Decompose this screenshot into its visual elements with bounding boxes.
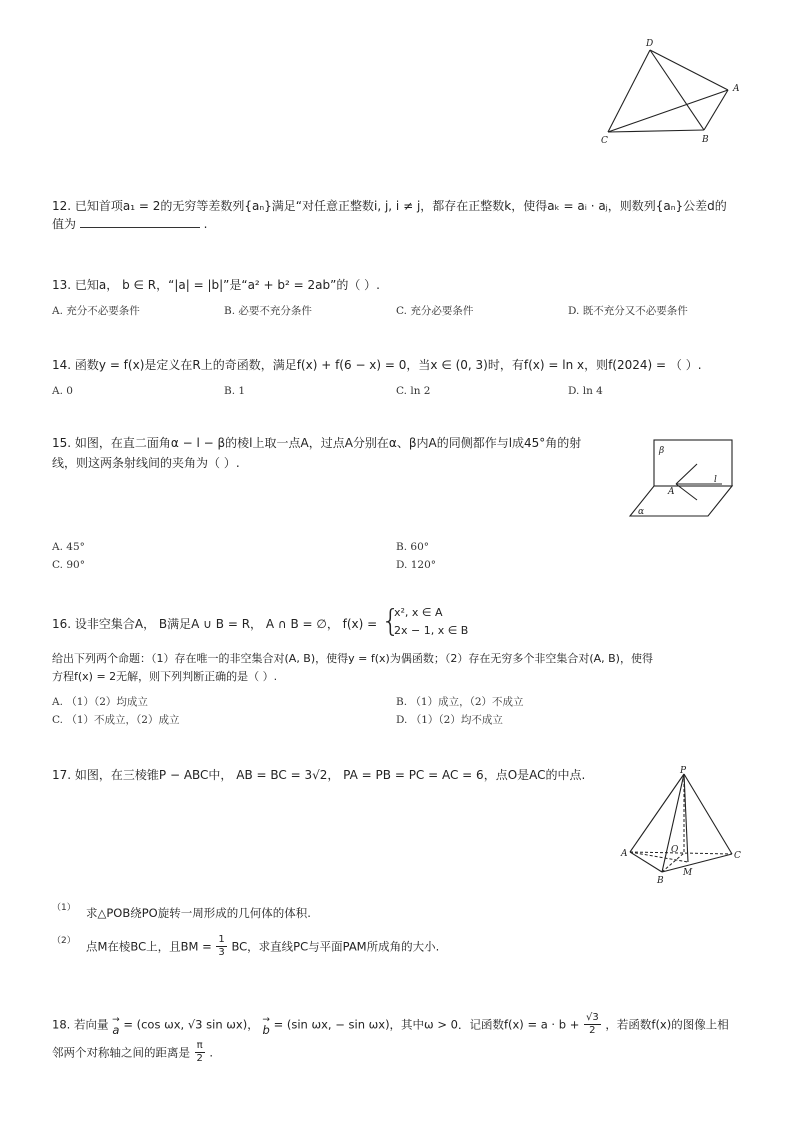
q18-line2 <box>52 1040 213 1065</box>
q12-line2 <box>52 215 208 233</box>
q14-option-c[interactable]: C. ln 2 <box>396 385 431 397</box>
fraction-denominator: 2 <box>196 1053 203 1064</box>
q12-line1: 12. 已知首项a₁ = 2的无穷等差数列{aₙ}满足“对任意正整数i, j, i ≠ j，都存在正整数k，使得aₖ = aᵢ · aⱼ，则数列{aₙ}公差d的 <box>52 199 727 213</box>
q15-option-b[interactable]: B. 60° <box>396 541 430 553</box>
q14-option-a[interactable]: A. 0 <box>52 385 73 397</box>
q14-stem: 14. 函数y = f(x)是定义在R上的奇函数，满足f(x) + f(6 − x) = 0，当x ∈ (0, 3)时，有f(x) = ln x，则f(2024) = （ ）. <box>52 358 702 372</box>
q18-line1-c: = (sin ωx, − sin ωx)，其中ω > 0．记函数f(x) = <box>273 1017 538 1032</box>
q18-line2-b: . <box>209 1045 213 1060</box>
q17-part1-number: （1） <box>52 903 76 913</box>
label-b: B <box>657 876 664 886</box>
label-d: D <box>646 39 654 49</box>
label-b: B <box>702 135 709 145</box>
q18-line1-b: = (cos ωx, √3 sin ωx)， <box>123 1017 259 1032</box>
label-p: P <box>680 766 687 776</box>
fraction-denominator: 3 <box>218 947 225 958</box>
q15-line1: 15. 如图，在直二面角α − l − β的棱l上取一点A，过点A分别在α、β内A的同侧都作与l成45°角的射 <box>52 436 582 450</box>
label-alpha: α <box>638 507 645 517</box>
tetrahedron-figure <box>596 34 746 150</box>
label-c: C <box>601 136 608 146</box>
q15-option-c[interactable]: C. 90° <box>52 559 85 571</box>
vector-arrow-icon: → <box>262 1014 270 1025</box>
q16-option-a[interactable]: A. （1）（2）均成立 <box>52 696 148 708</box>
fraction-numerator: √3 <box>586 1012 599 1023</box>
label-beta: β <box>659 446 665 456</box>
q17-part2-number: （2） <box>52 936 76 946</box>
label-m: M <box>683 868 693 878</box>
q13-option-a[interactable]: A. 充分不必要条件 <box>52 305 140 317</box>
q18-line1-a: 18. 若向量 <box>52 1017 109 1032</box>
label-l: l <box>714 475 717 485</box>
q13-option-c[interactable]: C. 充分必要条件 <box>396 305 474 317</box>
q18-line1-d: a · b + <box>540 1017 580 1032</box>
q16-option-d[interactable]: D. （1）（2）均不成立 <box>396 714 503 726</box>
fraction-sqrt3-over-2 <box>584 1012 601 1037</box>
q13-option-b[interactable]: B. 必要不充分条件 <box>224 305 312 317</box>
fraction-numerator: π <box>196 1040 203 1051</box>
vector-arrow-icon: → <box>112 1014 120 1025</box>
label-a: A <box>621 849 628 859</box>
q15-option-a[interactable]: A. 45° <box>52 541 85 553</box>
q18-line1-e: ，若函数f(x)的图像上相 <box>605 1017 729 1032</box>
q16-piecewise-brace: { <box>381 604 401 639</box>
q17-part2-a: 点M在棱BC上，且BM = <box>86 939 212 954</box>
dihedral-angle-figure <box>622 436 740 524</box>
vector-a: → a <box>112 1014 120 1037</box>
q12-line2-prefix: 值为 <box>52 217 77 231</box>
q12-line2-suffix: . <box>203 217 208 231</box>
label-a: A <box>668 487 675 497</box>
fraction-denominator: 2 <box>589 1025 596 1036</box>
q15-option-d[interactable]: D. 120° <box>396 559 437 571</box>
q16-case-2: 2x − 1, x ∈ B <box>394 624 469 637</box>
q17-part2 <box>86 934 439 959</box>
q17-stem: 17. 如图，在三棱锥P − ABC中， AB = BC = 3√2， PA = PB = PC = AC = 6，点O是AC的中点. <box>52 768 586 782</box>
fraction-pi-over-2 <box>195 1040 205 1065</box>
q13-option-d[interactable]: D. 既不充分又不必要条件 <box>568 305 688 317</box>
q16-option-c[interactable]: C. （1）不成立，（2）成立 <box>52 714 180 726</box>
pyramid-figure <box>620 764 746 886</box>
q14-option-b[interactable]: B. 1 <box>224 385 246 397</box>
q13-stem: 13. 已知a， b ∈ R，“|a| = |b|”是“a² + b² = 2ab”的（ ）. <box>52 278 380 292</box>
q17-part1: 求△POB绕PO旋转一周形成的几何体的体积. <box>86 906 311 920</box>
q18-line2-a: 邻两个对称轴之间的距离是 <box>52 1045 190 1060</box>
q16-option-b[interactable]: B. （1）成立，（2）不成立 <box>396 696 524 708</box>
label-c: C <box>734 851 741 861</box>
q15-line2: 线，则这两条射线间的夹角为（ ）. <box>52 456 240 470</box>
answer-blank <box>80 215 200 228</box>
q16-line3: 方程f(x) = 2无解，则下列判断正确的是（ ）. <box>52 670 278 683</box>
label-a: A <box>733 84 740 94</box>
q17-part2-b: BC，求直线PC与平面PAM所成角的大小. <box>231 939 440 954</box>
label-o: O <box>671 845 679 855</box>
fraction-numerator: 1 <box>218 934 225 945</box>
fraction-one-third <box>216 934 226 959</box>
q16-line2: 给出下列两个命题：（1）存在唯一的非空集合对(A, B)，使得y = f(x)为偶函数；（2）存在无穷多个非空集合对(A, B)，使得 <box>52 652 653 665</box>
q16-case-1: x², x ∈ A <box>394 606 443 619</box>
q14-option-d[interactable]: D. ln 4 <box>568 385 603 397</box>
vector-b: → b <box>262 1014 270 1037</box>
q16-stem: 16. 设非空集合A， B满足A ∪ B = R， A ∩ B = ∅， f(x) = <box>52 617 378 631</box>
q18-line1 <box>52 1012 729 1037</box>
